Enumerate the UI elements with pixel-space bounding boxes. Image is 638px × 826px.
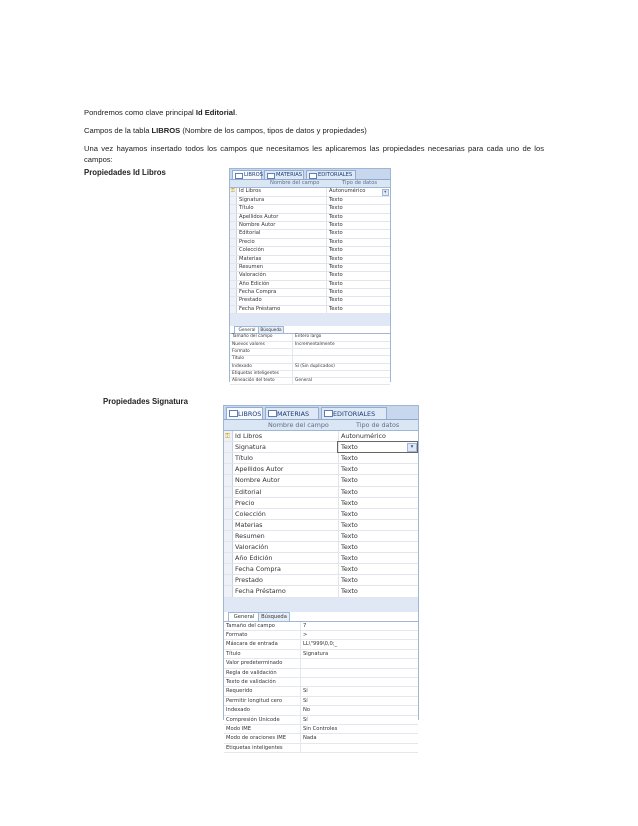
property-value[interactable]: Incrementalmente: [292, 342, 390, 348]
table-icon: [229, 410, 238, 417]
row-selector[interactable]: [230, 256, 237, 263]
field-name[interactable]: Fecha Préstamo: [239, 305, 281, 312]
field-type[interactable]: Texto: [338, 586, 417, 596]
row-selector[interactable]: [230, 222, 237, 229]
heading-signatura: Propiedades Signatura: [103, 397, 188, 406]
field-type[interactable]: Texto: [338, 487, 417, 497]
property-row[interactable]: [230, 342, 390, 349]
property-label: Indexado: [226, 707, 250, 714]
field-name[interactable]: Apellidos Autor: [235, 465, 284, 474]
field-row[interactable]: [224, 564, 418, 575]
field-name[interactable]: Signatura: [239, 196, 265, 203]
tab-label: LIBROS: [238, 410, 262, 418]
header-field-name: Nombre del campo: [268, 421, 329, 429]
property-value[interactable]: Entero largo: [292, 334, 390, 340]
property-row[interactable]: [224, 631, 418, 640]
field-row[interactable]: [224, 453, 418, 464]
field-row[interactable]: [230, 214, 390, 222]
property-label: Tamaño del campo: [232, 334, 273, 340]
field-name[interactable]: Resumen: [235, 531, 265, 540]
row-selector[interactable]: [224, 520, 233, 530]
field-type[interactable]: Texto: [326, 306, 389, 313]
row-selector[interactable]: [224, 464, 233, 474]
row-selector[interactable]: [230, 239, 237, 246]
property-label: Formato: [232, 348, 250, 354]
row-selector[interactable]: [224, 531, 233, 541]
field-type[interactable]: Texto: [326, 281, 389, 288]
property-row[interactable]: [224, 650, 418, 659]
primary-key-icon: ⚿: [225, 432, 230, 441]
field-name[interactable]: Prestado: [235, 576, 263, 585]
heading-id-libros: Propiedades Id Libros: [84, 168, 166, 177]
field-name[interactable]: Precio: [235, 498, 255, 507]
table-icon: [267, 173, 275, 179]
field-row[interactable]: [224, 498, 418, 509]
property-tabs: [230, 326, 390, 333]
property-label: Etiquetas inteligentes: [226, 744, 283, 751]
field-row[interactable]: [230, 205, 390, 213]
grid-header: [230, 180, 390, 188]
property-value[interactable]: LL\"999\0,0;_: [300, 640, 418, 648]
property-label: Regla de validación: [226, 669, 277, 676]
field-type[interactable]: Texto: [338, 464, 417, 474]
object-tabs: [224, 406, 418, 420]
row-selector[interactable]: [224, 564, 233, 574]
field-name[interactable]: Título: [239, 205, 254, 212]
field-row[interactable]: [224, 464, 418, 475]
field-row[interactable]: [224, 531, 418, 542]
property-value[interactable]: Sí: [300, 716, 418, 724]
field-row[interactable]: [224, 487, 418, 498]
field-rows: [230, 188, 390, 314]
property-row[interactable]: [224, 744, 418, 753]
property-label: Requerido: [226, 688, 253, 695]
property-value[interactable]: [300, 744, 418, 752]
field-type[interactable]: Texto: [338, 531, 417, 541]
field-name[interactable]: Año Edición: [235, 554, 273, 563]
property-label: Texto de validación: [226, 678, 276, 685]
property-value[interactable]: [292, 371, 390, 377]
field-row[interactable]: [224, 431, 418, 442]
table-icon: [309, 173, 317, 179]
property-row[interactable]: [230, 334, 390, 341]
row-selector[interactable]: [224, 542, 233, 552]
field-type[interactable]: Texto: [326, 264, 389, 271]
field-row[interactable]: [224, 509, 418, 520]
property-row[interactable]: [230, 356, 390, 363]
field-name[interactable]: Colección: [239, 247, 265, 254]
property-value[interactable]: [300, 678, 418, 686]
field-name[interactable]: Apellidos Autor: [239, 213, 279, 220]
property-value[interactable]: 7: [300, 622, 418, 630]
field-row[interactable]: [224, 586, 418, 597]
tab-editoriales[interactable]: [321, 407, 387, 419]
property-label: Indexado: [232, 363, 252, 369]
field-row[interactable]: [230, 256, 390, 264]
property-value[interactable]: Sí: [300, 687, 418, 695]
paragraph-table-fields: Campos de la tabla LIBROS (Nombre de los campos, tipos de datos y propiedades): [84, 126, 367, 135]
row-selector[interactable]: [224, 442, 233, 452]
tab-busqueda[interactable]: Búsqueda: [258, 326, 284, 334]
table-icon: [324, 410, 333, 417]
field-row[interactable]: [230, 272, 390, 280]
row-selector[interactable]: [230, 281, 237, 288]
property-value[interactable]: Sin Controles: [300, 725, 418, 733]
field-type[interactable]: Texto: [338, 575, 417, 585]
field-name[interactable]: Fecha Préstamo: [235, 587, 286, 596]
header-field-name: Nombre del campo: [270, 180, 320, 186]
property-value[interactable]: Sí (Sin duplicados): [292, 364, 390, 370]
row-selector[interactable]: [224, 475, 233, 485]
tab-libros[interactable]: [232, 170, 262, 179]
row-selector[interactable]: [230, 297, 237, 304]
paragraph-primary-key: Pondremos como clave principal Id Editorial.: [84, 108, 238, 117]
property-value[interactable]: Signatura: [300, 650, 418, 658]
property-value[interactable]: >: [300, 631, 418, 639]
property-row[interactable]: [224, 734, 418, 743]
field-type[interactable]: Texto: [326, 205, 389, 212]
field-row[interactable]: [224, 575, 418, 586]
field-type[interactable]: Texto: [326, 297, 389, 304]
field-name[interactable]: Nombre Autor: [235, 476, 280, 485]
row-selector[interactable]: [230, 289, 237, 296]
tab-editoriales[interactable]: [306, 170, 356, 179]
field-rows: [224, 431, 418, 597]
row-selector[interactable]: [230, 272, 237, 279]
property-value[interactable]: [292, 349, 390, 355]
field-name[interactable]: Año Edición: [239, 280, 270, 287]
property-row[interactable]: [224, 678, 418, 687]
row-selector[interactable]: [230, 205, 237, 212]
property-row[interactable]: [224, 716, 418, 725]
field-type[interactable]: Texto: [338, 442, 417, 452]
property-value[interactable]: [300, 669, 418, 677]
field-name[interactable]: Editorial: [235, 487, 262, 496]
field-type[interactable]: Texto: [326, 256, 389, 263]
property-row[interactable]: [224, 622, 418, 631]
splitter: [230, 314, 390, 326]
screenshot-signatura: [223, 405, 419, 751]
property-label: Permitir longitud cero: [226, 697, 283, 704]
row-selector[interactable]: [224, 586, 233, 596]
property-label: Nuevos valores: [232, 341, 265, 347]
property-row[interactable]: [230, 349, 390, 356]
field-type[interactable]: Texto: [326, 272, 389, 279]
field-name[interactable]: Precio: [239, 238, 255, 245]
field-type[interactable]: Autonumérico: [338, 431, 417, 441]
row-selector[interactable]: [230, 264, 237, 271]
field-name[interactable]: Valoración: [239, 272, 267, 279]
field-type[interactable]: Texto: [326, 239, 389, 246]
field-row[interactable]: [224, 542, 418, 553]
tab-label: LIBROS: [244, 172, 263, 178]
row-selector[interactable]: [224, 487, 233, 497]
field-type[interactable]: Texto: [338, 498, 417, 508]
field-name[interactable]: Signatura: [235, 443, 266, 452]
tab-busqueda[interactable]: Búsqueda: [258, 612, 290, 622]
property-label: Formato: [226, 631, 248, 638]
property-row[interactable]: [230, 378, 390, 385]
tab-label: EDITORIALES: [333, 410, 376, 418]
field-type[interactable]: Texto: [338, 564, 417, 574]
field-row[interactable]: [230, 247, 390, 255]
tab-materias[interactable]: [264, 170, 304, 179]
field-row[interactable]: [224, 442, 418, 453]
property-row[interactable]: [224, 697, 418, 706]
tab-general[interactable]: General: [228, 612, 260, 622]
field-type[interactable]: Texto: [338, 542, 417, 552]
field-type[interactable]: Autonumérico: [326, 188, 389, 195]
field-type[interactable]: Texto: [326, 247, 389, 254]
screenshot-id-libros: [229, 168, 391, 382]
field-type[interactable]: Texto: [326, 222, 389, 229]
field-row[interactable]: [230, 297, 390, 305]
field-type[interactable]: Texto: [338, 509, 417, 519]
property-tabs: [224, 612, 418, 621]
row-selector[interactable]: [224, 498, 233, 508]
field-name[interactable]: Id Libros: [235, 432, 263, 441]
field-row[interactable]: [224, 520, 418, 531]
tab-label: MATERIAS: [276, 172, 303, 178]
field-name[interactable]: Colección: [235, 509, 266, 518]
field-name[interactable]: Materias: [239, 255, 262, 262]
row-selector[interactable]: [230, 214, 237, 221]
field-type[interactable]: Texto: [338, 453, 417, 463]
field-type[interactable]: Texto: [338, 520, 417, 530]
field-row[interactable]: [224, 553, 418, 564]
property-value[interactable]: Nada: [300, 734, 418, 742]
table-icon: [235, 173, 243, 179]
field-row[interactable]: [230, 281, 390, 289]
property-row[interactable]: [224, 706, 418, 715]
property-label: Título: [226, 650, 241, 657]
property-label: Modo IME: [226, 725, 252, 732]
property-row[interactable]: [224, 687, 418, 696]
property-value[interactable]: [292, 356, 390, 362]
field-name[interactable]: Resumen: [239, 263, 264, 270]
property-row[interactable]: [224, 669, 418, 678]
grid-header: [224, 420, 418, 431]
property-sheet: [230, 333, 390, 385]
field-name[interactable]: Nombre Autor: [239, 221, 276, 228]
property-label: Tamaño del campo: [226, 622, 275, 629]
field-row[interactable]: [230, 230, 390, 238]
header-data-type: Tipo de datos: [356, 421, 400, 429]
tab-general[interactable]: General: [234, 326, 260, 334]
row-selector[interactable]: [230, 247, 237, 254]
field-name[interactable]: Fecha Compra: [239, 289, 277, 296]
field-name[interactable]: Id Libros: [239, 188, 261, 195]
field-type[interactable]: Texto: [326, 197, 389, 204]
field-type[interactable]: Texto: [338, 553, 417, 563]
field-row[interactable]: [224, 475, 418, 486]
tab-libros[interactable]: [226, 407, 263, 419]
field-type[interactable]: Texto: [326, 230, 389, 237]
property-row[interactable]: [230, 364, 390, 371]
field-type[interactable]: Texto: [326, 214, 389, 221]
property-row[interactable]: [224, 640, 418, 649]
field-type[interactable]: Texto: [338, 475, 417, 485]
row-selector[interactable]: [224, 575, 233, 585]
field-name[interactable]: Prestado: [239, 297, 262, 304]
field-row[interactable]: [230, 197, 390, 205]
primary-key-icon: ⚿: [231, 188, 235, 195]
row-selector[interactable]: [230, 230, 237, 237]
field-name[interactable]: Valoración: [235, 543, 269, 552]
chevron-down-icon[interactable]: ▾: [407, 443, 417, 452]
field-name[interactable]: Título: [235, 454, 253, 463]
field-name[interactable]: Fecha Compra: [235, 565, 281, 574]
table-icon: [268, 410, 277, 417]
field-type[interactable]: Texto: [326, 289, 389, 296]
property-row[interactable]: [224, 725, 418, 734]
row-selector[interactable]: [224, 553, 233, 563]
property-label: Alineación del texto: [232, 378, 275, 384]
property-label: Valor predeterminado: [226, 660, 283, 667]
row-selector[interactable]: [230, 197, 237, 204]
property-value[interactable]: No: [300, 706, 418, 714]
property-label: Etiquetas inteligentes: [232, 370, 279, 376]
tab-label: EDITORIALES: [318, 172, 353, 178]
row-selector[interactable]: [224, 453, 233, 463]
tab-label: MATERIAS: [277, 410, 310, 418]
field-name[interactable]: Materias: [235, 520, 263, 529]
field-row[interactable]: [230, 188, 390, 196]
property-value[interactable]: Sí: [300, 697, 418, 705]
property-value[interactable]: [300, 659, 418, 667]
tab-materias[interactable]: [265, 407, 319, 419]
field-row[interactable]: [230, 222, 390, 230]
paragraph-properties: Una vez hayamos insertado todos los campos que necesitamos les aplicaremos las propiedades necesarias para cada uno de los campos:: [84, 144, 544, 164]
property-label: Modo de oraciones IME: [226, 735, 286, 742]
property-label: Título: [232, 356, 245, 362]
splitter: [224, 598, 418, 612]
row-selector[interactable]: [230, 306, 237, 313]
property-label: Compresión Unicode: [226, 716, 280, 723]
property-value[interactable]: General: [292, 378, 390, 384]
field-row[interactable]: [230, 306, 390, 314]
property-row[interactable]: [224, 659, 418, 668]
row-selector[interactable]: [224, 509, 233, 519]
property-label: Máscara de entrada: [226, 641, 278, 648]
object-tabs: [230, 169, 390, 180]
field-row[interactable]: [230, 289, 390, 297]
field-row[interactable]: [230, 239, 390, 247]
field-name[interactable]: Editorial: [239, 230, 261, 237]
property-sheet: [224, 621, 418, 753]
header-data-type: Tipo de datos: [342, 180, 378, 186]
chevron-down-icon[interactable]: ▾: [382, 189, 389, 195]
